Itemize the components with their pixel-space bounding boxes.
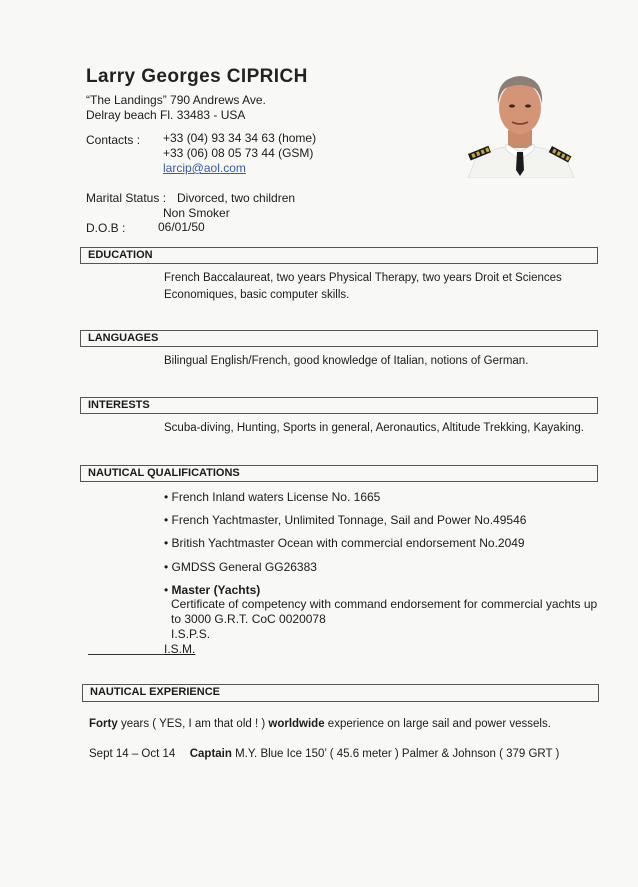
experience-title: NAUTICAL EXPERIENCE	[90, 686, 220, 698]
qualification-item: • French Yachtmaster, Unlimited Tonnage, Sail and Power No.49546	[164, 513, 527, 527]
master-description-line-1: Certificate of competency with command endorsement for commercial yachts up	[171, 597, 598, 611]
address-line-2: Delray beach Fl. 33483 - USA	[86, 108, 246, 122]
bullet-icon: •	[164, 583, 169, 597]
qualification-master-title: • Master (Yachts)	[164, 583, 261, 597]
languages-text: Bilingual English/French, good knowledge of Italian, notions of German.	[164, 355, 529, 367]
phone-home: +33 (04) 93 34 34 63 (home)	[163, 131, 317, 145]
qualifications-title: NAUTICAL QUALIFICATIONS	[88, 467, 240, 479]
contacts-label: Contacts :	[86, 133, 141, 147]
divider-line	[88, 654, 164, 655]
entry-text: M.Y. Blue Ice 150’ ( 45.6 meter ) Palmer & Johnson ( 379 GRT )	[231, 748, 560, 760]
phone-gsm: +33 (06) 08 05 73 44 (GSM)	[163, 146, 314, 160]
candidate-name: Larry Georges CIPRICH	[86, 66, 308, 87]
interests-header	[80, 397, 598, 414]
master-description-line-2: to 3000 G.R.T. CoC 0020078	[171, 612, 326, 626]
bullet-icon: •	[164, 536, 169, 550]
qualification-item: • British Yachtmaster Ocean with commercial endorsement No.2049	[164, 536, 525, 550]
education-line-1: French Baccalaureat, two years Physical Therapy, two years Droit et Sciences	[164, 272, 562, 284]
qualifications-header	[80, 465, 598, 482]
education-title: EDUCATION	[88, 249, 153, 261]
dob-label: D.O.B :	[86, 221, 126, 235]
ism-certificate: I.S.M.	[164, 642, 196, 656]
education-line-2: Economiques, basic computer skills.	[164, 289, 350, 301]
qualification-item: • French Inland waters License No. 1665	[164, 490, 381, 504]
interests-title: INTERESTS	[88, 399, 150, 411]
experience-summary: Forty years ( YES, I am that old ! ) worldwide experience on large sail and power vessels.	[89, 718, 551, 730]
smoker-status: Non Smoker	[163, 206, 230, 220]
address-line-1: “The Landings” 790 Andrews Ave.	[86, 93, 266, 107]
languages-header	[80, 330, 598, 347]
interests-text: Scuba-diving, Hunting, Sports in general, Aeronautics, Altitude Trekking, Kayaking.	[164, 422, 584, 434]
languages-title: LANGUAGES	[88, 332, 159, 344]
experience-entry	[89, 747, 559, 762]
entry-role: Captain	[189, 748, 232, 760]
email-link[interactable]: larcip@aol.com	[163, 161, 246, 175]
bullet-icon: •	[164, 490, 169, 504]
portrait-photo	[462, 66, 580, 178]
experience-header	[82, 684, 599, 702]
entry-dates: Sept 14 – Oct 14	[89, 748, 176, 760]
education-header	[80, 247, 598, 264]
qualification-item: • GMDSS General GG26383	[164, 560, 317, 574]
bullet-icon: •	[164, 513, 169, 527]
dob-value: 06/01/50	[158, 220, 205, 234]
bullet-icon: •	[164, 560, 169, 574]
marital-status-value: Divorced, two children	[177, 191, 296, 205]
isps-certificate: I.S.P.S.	[171, 627, 211, 641]
marital-status-label: Marital Status :	[86, 191, 167, 205]
